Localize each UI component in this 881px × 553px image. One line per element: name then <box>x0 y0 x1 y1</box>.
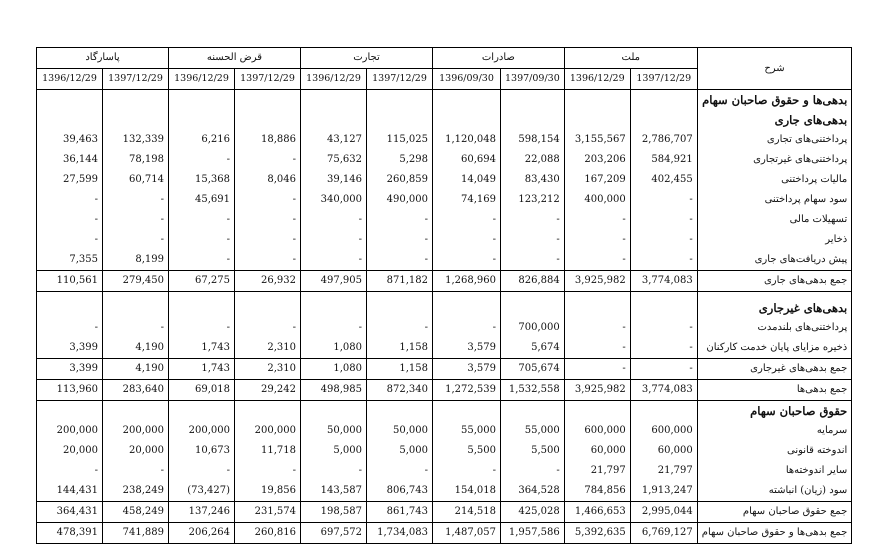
value-cell: 497,905 <box>301 271 367 292</box>
value-cell: 826,884 <box>501 271 565 292</box>
value-cell <box>433 110 501 130</box>
value-cell: 478,391 <box>37 523 103 544</box>
value-cell: - <box>301 250 367 271</box>
value-cell: - <box>433 250 501 271</box>
value-cell: 4,190 <box>103 359 169 380</box>
value-cell: - <box>103 318 169 338</box>
value-cell <box>564 401 630 422</box>
value-cell <box>235 401 301 422</box>
value-cell: 705,674 <box>501 359 565 380</box>
value-cell: 2,786,707 <box>630 130 697 150</box>
value-cell: 198,587 <box>301 502 367 523</box>
value-cell <box>501 90 565 111</box>
period-header: 1397/12/29 <box>367 69 433 90</box>
value-cell: 75,632 <box>301 150 367 170</box>
balance-sheet-body <box>37 90 852 544</box>
value-cell: 340,000 <box>301 190 367 210</box>
value-cell: 3,399 <box>37 359 103 380</box>
value-cell: 143,587 <box>301 481 367 502</box>
value-cell: 5,674 <box>501 338 565 359</box>
value-cell: 14,049 <box>433 170 501 190</box>
value-cell: 21,797 <box>564 461 630 481</box>
value-cell <box>630 401 697 422</box>
value-cell: 115,025 <box>367 130 433 150</box>
value-cell <box>564 298 630 318</box>
value-cell: 1,532,558 <box>501 380 565 401</box>
value-cell: 22,088 <box>501 150 565 170</box>
company-gharz: قرض الحسنه <box>169 48 301 69</box>
value-cell: 3,925,982 <box>564 380 630 401</box>
value-cell: 598,154 <box>501 130 565 150</box>
period-header: 1397/12/29 <box>630 69 697 90</box>
value-cell: - <box>367 318 433 338</box>
value-cell: - <box>301 230 367 250</box>
value-cell: - <box>103 190 169 210</box>
value-cell: 1,734,083 <box>367 523 433 544</box>
value-cell: 55,000 <box>433 421 501 441</box>
section-title: بدهی‌های جاری <box>697 110 852 130</box>
section-title: بدهی‌های غیرجاری <box>697 298 852 318</box>
value-cell: - <box>37 210 103 230</box>
value-cell: - <box>169 230 235 250</box>
value-cell: 1,957,586 <box>501 523 565 544</box>
value-cell <box>235 110 301 130</box>
value-cell: 697,572 <box>301 523 367 544</box>
value-cell: 871,182 <box>367 271 433 292</box>
value-cell: 279,450 <box>103 271 169 292</box>
value-cell: 402,455 <box>630 170 697 190</box>
value-cell: - <box>564 359 630 380</box>
table-row <box>37 338 852 359</box>
value-cell: - <box>37 318 103 338</box>
value-cell: 3,774,083 <box>630 380 697 401</box>
value-cell: 206,264 <box>169 523 235 544</box>
value-cell: 144,431 <box>37 481 103 502</box>
value-cell: 231,574 <box>235 502 301 523</box>
section-title: بدهی‌ها و حقوق صاحبان سهام <box>697 90 852 111</box>
value-cell: - <box>235 250 301 271</box>
table-row <box>37 441 852 461</box>
value-cell: 110,561 <box>37 271 103 292</box>
period-header: 1396/09/30 <box>433 69 501 90</box>
table-row <box>37 230 852 250</box>
value-cell: - <box>630 250 697 271</box>
value-cell: 364,528 <box>501 481 565 502</box>
value-cell: - <box>235 150 301 170</box>
value-cell: 490,000 <box>367 190 433 210</box>
value-cell: - <box>367 210 433 230</box>
value-cell <box>433 298 501 318</box>
value-cell: 1,466,653 <box>564 502 630 523</box>
total-row <box>37 502 852 523</box>
period-header: 1396/12/29 <box>169 69 235 90</box>
value-cell: - <box>630 318 697 338</box>
row-label: جمع حقوق صاحبان سهام <box>697 502 852 523</box>
row-label: اندوخته قانونی <box>697 441 852 461</box>
value-cell: 425,028 <box>501 502 565 523</box>
value-cell: 784,856 <box>564 481 630 502</box>
balance-sheet <box>36 47 852 544</box>
company-pasargad: پاسارگاد <box>37 48 169 69</box>
value-cell: 11,718 <box>235 441 301 461</box>
row-label: پرداختنی‌های بلندمدت <box>697 318 852 338</box>
value-cell: - <box>235 210 301 230</box>
value-cell: 200,000 <box>235 421 301 441</box>
section-header-row <box>37 90 852 111</box>
period-header: 1397/12/29 <box>103 69 169 90</box>
value-cell: - <box>37 230 103 250</box>
value-cell: 8,046 <box>235 170 301 190</box>
table-row <box>37 250 852 271</box>
value-cell: 43,127 <box>301 130 367 150</box>
value-cell: 123,212 <box>501 190 565 210</box>
row-label: ذخیره مزایای پایان خدمت کارکنان <box>697 338 852 359</box>
value-cell <box>37 298 103 318</box>
value-cell: 872,340 <box>367 380 433 401</box>
value-cell: 5,000 <box>301 441 367 461</box>
value-cell: 45,691 <box>169 190 235 210</box>
table-row <box>37 481 852 502</box>
value-cell: - <box>564 318 630 338</box>
section-header-row <box>37 110 852 130</box>
value-cell: - <box>103 461 169 481</box>
value-cell: - <box>433 230 501 250</box>
value-cell: 29,242 <box>235 380 301 401</box>
row-label: جمع بدهی‌ها <box>697 380 852 401</box>
value-cell <box>630 110 697 130</box>
value-cell: 4,190 <box>103 338 169 359</box>
value-cell <box>367 90 433 111</box>
value-cell: - <box>235 230 301 250</box>
value-cell: 3,774,083 <box>630 271 697 292</box>
table-row <box>37 190 852 210</box>
row-label: تسهیلات مالی <box>697 210 852 230</box>
value-cell <box>501 298 565 318</box>
total-row <box>37 359 852 380</box>
row-label: سود سهام پرداختنی <box>697 190 852 210</box>
value-cell <box>367 110 433 130</box>
total-row <box>37 380 852 401</box>
period-header: 1396/12/29 <box>37 69 103 90</box>
table-row <box>37 421 852 441</box>
row-label: پرداختنی‌های تجاری <box>697 130 852 150</box>
value-cell: 7,355 <box>37 250 103 271</box>
value-cell: 39,463 <box>37 130 103 150</box>
value-cell: - <box>169 461 235 481</box>
period-header: 1397/09/30 <box>501 69 565 90</box>
value-cell: 60,714 <box>103 170 169 190</box>
value-cell: 113,960 <box>37 380 103 401</box>
period-header: 1396/12/29 <box>564 69 630 90</box>
value-cell: 3,925,982 <box>564 271 630 292</box>
value-cell: 19,856 <box>235 481 301 502</box>
value-cell: 584,921 <box>630 150 697 170</box>
value-cell: 60,000 <box>630 441 697 461</box>
value-cell: 60,694 <box>433 150 501 170</box>
value-cell <box>367 401 433 422</box>
value-cell: 200,000 <box>103 421 169 441</box>
value-cell: 5,000 <box>367 441 433 461</box>
section-title: حقوق صاحبان سهام <box>697 401 852 422</box>
section-header-row <box>37 401 852 422</box>
value-cell: 132,339 <box>103 130 169 150</box>
value-cell: 498,985 <box>301 380 367 401</box>
table-row <box>37 170 852 190</box>
value-cell: - <box>501 230 565 250</box>
value-cell: 27,599 <box>37 170 103 190</box>
value-cell: - <box>433 210 501 230</box>
value-cell: 50,000 <box>301 421 367 441</box>
value-cell: 260,816 <box>235 523 301 544</box>
value-cell: 1,743 <box>169 338 235 359</box>
value-cell: 2,310 <box>235 338 301 359</box>
value-cell: 200,000 <box>169 421 235 441</box>
value-cell: - <box>501 210 565 230</box>
company-header-row <box>37 48 852 69</box>
value-cell: - <box>37 190 103 210</box>
period-header: 1396/12/29 <box>301 69 367 90</box>
value-cell: 3,155,567 <box>564 130 630 150</box>
value-cell: - <box>103 210 169 230</box>
value-cell: 15,368 <box>169 170 235 190</box>
value-cell: 20,000 <box>37 441 103 461</box>
value-cell <box>433 90 501 111</box>
value-cell: - <box>630 359 697 380</box>
value-cell: 600,000 <box>564 421 630 441</box>
value-cell: 154,018 <box>433 481 501 502</box>
value-cell: - <box>301 210 367 230</box>
value-cell <box>37 401 103 422</box>
value-cell <box>37 90 103 111</box>
description-header: شرح <box>697 48 852 90</box>
value-cell <box>235 298 301 318</box>
value-cell: - <box>235 318 301 338</box>
value-cell: 3,579 <box>433 359 501 380</box>
value-cell <box>169 110 235 130</box>
value-cell: - <box>501 461 565 481</box>
value-cell: - <box>564 250 630 271</box>
value-cell: 700,000 <box>501 318 565 338</box>
value-cell: 1,158 <box>367 338 433 359</box>
value-cell <box>103 110 169 130</box>
value-cell: - <box>564 210 630 230</box>
value-cell: 20,000 <box>103 441 169 461</box>
value-cell: 1,487,057 <box>433 523 501 544</box>
value-cell <box>103 90 169 111</box>
value-cell <box>301 90 367 111</box>
value-cell: 806,743 <box>367 481 433 502</box>
value-cell <box>367 298 433 318</box>
value-cell: - <box>367 230 433 250</box>
value-cell: 6,216 <box>169 130 235 150</box>
value-cell: 214,518 <box>433 502 501 523</box>
total-row <box>37 271 852 292</box>
row-label: جمع بدهی‌ها و حقوق صاحبان سهام <box>697 523 852 544</box>
value-cell: 39,146 <box>301 170 367 190</box>
value-cell: 2,995,044 <box>630 502 697 523</box>
value-cell: 69,018 <box>169 380 235 401</box>
value-cell: 18,886 <box>235 130 301 150</box>
value-cell: 55,000 <box>501 421 565 441</box>
value-cell: 60,000 <box>564 441 630 461</box>
value-cell: - <box>169 318 235 338</box>
value-cell: 2,310 <box>235 359 301 380</box>
value-cell: 21,797 <box>630 461 697 481</box>
row-label: جمع بدهی‌های جاری <box>697 271 852 292</box>
value-cell: - <box>564 230 630 250</box>
row-label: پرداختنی‌های غیرتجاری <box>697 150 852 170</box>
company-mellat: ملت <box>564 48 697 69</box>
value-cell: 861,743 <box>367 502 433 523</box>
section-header-row <box>37 298 852 318</box>
value-cell: - <box>169 250 235 271</box>
company-tejarat: تجارت <box>301 48 433 69</box>
value-cell <box>630 90 697 111</box>
value-cell: 78,198 <box>103 150 169 170</box>
value-cell: 5,298 <box>367 150 433 170</box>
value-cell <box>37 110 103 130</box>
value-cell <box>103 401 169 422</box>
table-row <box>37 130 852 150</box>
value-cell: 5,500 <box>433 441 501 461</box>
row-label: جمع بدهی‌های غیرجاری <box>697 359 852 380</box>
value-cell: 3,579 <box>433 338 501 359</box>
value-cell <box>564 110 630 130</box>
value-cell: 1,743 <box>169 359 235 380</box>
value-cell: - <box>235 461 301 481</box>
value-cell: - <box>501 250 565 271</box>
value-cell: 260,859 <box>367 170 433 190</box>
value-cell: 8,199 <box>103 250 169 271</box>
value-cell: 74,169 <box>433 190 501 210</box>
value-cell: 1,268,960 <box>433 271 501 292</box>
value-cell: - <box>301 318 367 338</box>
value-cell: 600,000 <box>630 421 697 441</box>
value-cell: - <box>630 210 697 230</box>
balance-sheet-table <box>36 47 852 544</box>
value-cell: 50,000 <box>367 421 433 441</box>
table-row <box>37 318 852 338</box>
row-label: سود (زیان) انباشته <box>697 481 852 502</box>
value-cell: 83,430 <box>501 170 565 190</box>
row-label: مالیات پرداختنی <box>697 170 852 190</box>
value-cell: 1,080 <box>301 338 367 359</box>
value-cell: 283,640 <box>103 380 169 401</box>
value-cell: 1,080 <box>301 359 367 380</box>
value-cell: - <box>169 210 235 230</box>
value-cell: - <box>169 150 235 170</box>
value-cell: 6,769,127 <box>630 523 697 544</box>
row-label: سرمایه <box>697 421 852 441</box>
value-cell: 364,431 <box>37 502 103 523</box>
value-cell <box>235 90 301 111</box>
value-cell: - <box>235 190 301 210</box>
value-cell: 458,249 <box>103 502 169 523</box>
value-cell: - <box>630 230 697 250</box>
value-cell: 1,913,247 <box>630 481 697 502</box>
value-cell: 26,932 <box>235 271 301 292</box>
value-cell <box>301 401 367 422</box>
value-cell: 3,399 <box>37 338 103 359</box>
row-label: سایر اندوخته‌ها <box>697 461 852 481</box>
value-cell <box>103 298 169 318</box>
value-cell <box>433 401 501 422</box>
value-cell <box>169 90 235 111</box>
value-cell: 10,673 <box>169 441 235 461</box>
table-row <box>37 150 852 170</box>
value-cell <box>301 110 367 130</box>
value-cell <box>301 298 367 318</box>
value-cell: (73,427) <box>169 481 235 502</box>
value-cell: - <box>433 318 501 338</box>
value-cell <box>169 298 235 318</box>
value-cell: - <box>301 461 367 481</box>
value-cell: - <box>367 250 433 271</box>
value-cell: 5,392,635 <box>564 523 630 544</box>
value-cell: - <box>37 461 103 481</box>
row-label: پیش دریافت‌های جاری <box>697 250 852 271</box>
value-cell: 137,246 <box>169 502 235 523</box>
table-row <box>37 210 852 230</box>
value-cell: - <box>103 230 169 250</box>
value-cell: 5,500 <box>501 441 565 461</box>
company-saderat: صادرات <box>433 48 565 69</box>
value-cell: 1,120,048 <box>433 130 501 150</box>
value-cell <box>169 401 235 422</box>
value-cell: - <box>564 338 630 359</box>
value-cell <box>564 90 630 111</box>
value-cell: - <box>367 461 433 481</box>
value-cell: - <box>433 461 501 481</box>
value-cell: 200,000 <box>37 421 103 441</box>
value-cell <box>501 110 565 130</box>
value-cell <box>630 298 697 318</box>
period-header: 1397/12/29 <box>235 69 301 90</box>
value-cell: 36,144 <box>37 150 103 170</box>
value-cell: 203,206 <box>564 150 630 170</box>
value-cell: 1,272,539 <box>433 380 501 401</box>
value-cell: 1,158 <box>367 359 433 380</box>
value-cell: 741,889 <box>103 523 169 544</box>
value-cell: - <box>630 338 697 359</box>
value-cell: 67,275 <box>169 271 235 292</box>
table-row <box>37 461 852 481</box>
value-cell <box>501 401 565 422</box>
total-row <box>37 523 852 544</box>
value-cell: 167,209 <box>564 170 630 190</box>
value-cell: 400,000 <box>564 190 630 210</box>
row-label: ذخایر <box>697 230 852 250</box>
value-cell: 238,249 <box>103 481 169 502</box>
value-cell: - <box>630 190 697 210</box>
